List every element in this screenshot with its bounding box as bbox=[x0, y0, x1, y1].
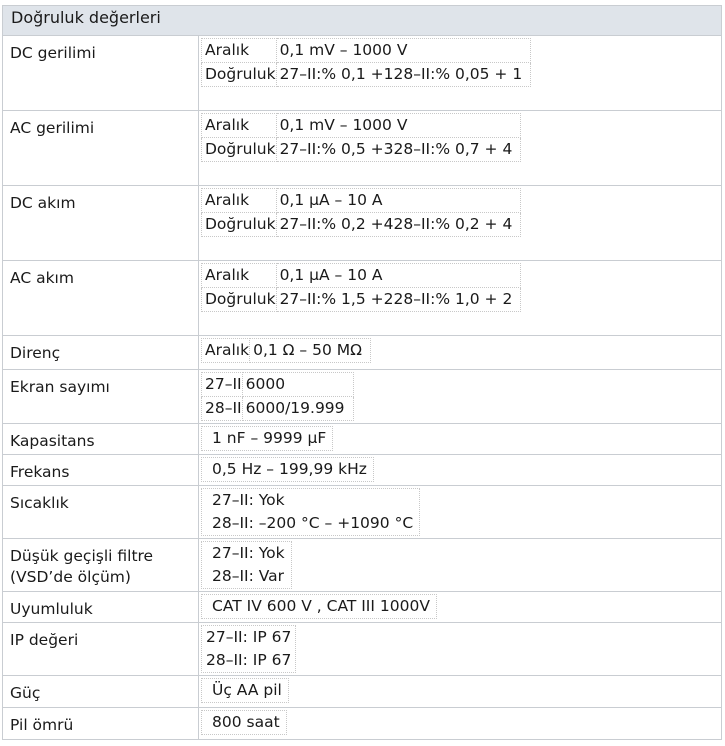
table-row bbox=[3, 261, 722, 336]
spec-value: 800 saat bbox=[201, 710, 287, 735]
table-row bbox=[3, 708, 722, 740]
table-row bbox=[3, 370, 722, 424]
accuracy-spec-table bbox=[2, 5, 722, 740]
row-label: Direnç bbox=[3, 336, 199, 370]
spec-value: 0,5 Hz – 199,99 kHz bbox=[201, 457, 374, 482]
spec-value-table: 27–II 6000 28–II 6000/19.999 bbox=[201, 372, 354, 421]
table-row bbox=[3, 486, 722, 539]
row-label: Kapasitans bbox=[3, 424, 199, 455]
spec-value-table: Aralık 0,1 µA – 10 A Doğruluk 27–II:% 0,2 +428–II:% 0,2 + 4 bbox=[201, 188, 521, 237]
row-label: AC akım bbox=[3, 261, 199, 336]
spec-value-table: Aralık 0,1 µA – 10 A Doğruluk 27–II:% 1,5 +228–II:% 1,0 + 2 bbox=[201, 263, 521, 312]
table-row bbox=[3, 424, 722, 455]
table-row bbox=[3, 36, 722, 111]
table-title: Doğruluk değerleri bbox=[3, 6, 722, 36]
table-row bbox=[3, 676, 722, 708]
row-label: DC gerilimi bbox=[3, 36, 199, 111]
row-label: Düşük geçişli filtre (VSD’de ölçüm) bbox=[3, 539, 199, 592]
spec-value: CAT IV 600 V , CAT III 1000V bbox=[201, 594, 437, 619]
row-label: Sıcaklık bbox=[3, 486, 199, 539]
row-label: IP değeri bbox=[3, 623, 199, 676]
table-row bbox=[3, 455, 722, 486]
table-row bbox=[3, 623, 722, 676]
spec-value-table: Aralık 0,1 mV – 1000 V Doğruluk 27–II:% 0,5 +328–II:% 0,7 + 4 bbox=[201, 113, 521, 162]
spec-value: 27–II: Yok 28–II: Var bbox=[201, 541, 292, 589]
row-label: DC akım bbox=[3, 186, 199, 261]
spec-value: 27–II: Yok 28–II: –200 °C – +1090 °C bbox=[201, 488, 420, 536]
spec-value: Üç AA pil bbox=[201, 678, 289, 703]
table-row bbox=[3, 592, 722, 623]
table-row bbox=[3, 336, 722, 370]
row-label: AC gerilimi bbox=[3, 111, 199, 186]
spec-value: 27–II: IP 67 28–II: IP 67 bbox=[201, 625, 296, 673]
table-row bbox=[3, 111, 722, 186]
table-row bbox=[3, 539, 722, 592]
spec-value: 1 nF – 9999 µF bbox=[201, 426, 333, 451]
spec-value-table: Aralık 0,1 Ω – 50 MΩ bbox=[201, 338, 371, 363]
table-row bbox=[3, 186, 722, 261]
spec-value-table: Aralık 0,1 mV – 1000 V Doğruluk 27–II:% 0,1 +128–II:% 0,05 + 1 bbox=[201, 38, 531, 87]
row-label: Güç bbox=[3, 676, 199, 708]
row-label: Ekran sayımı bbox=[3, 370, 199, 424]
row-label: Frekans bbox=[3, 455, 199, 486]
row-label: Uyumluluk bbox=[3, 592, 199, 623]
row-label: Pil ömrü bbox=[3, 708, 199, 740]
